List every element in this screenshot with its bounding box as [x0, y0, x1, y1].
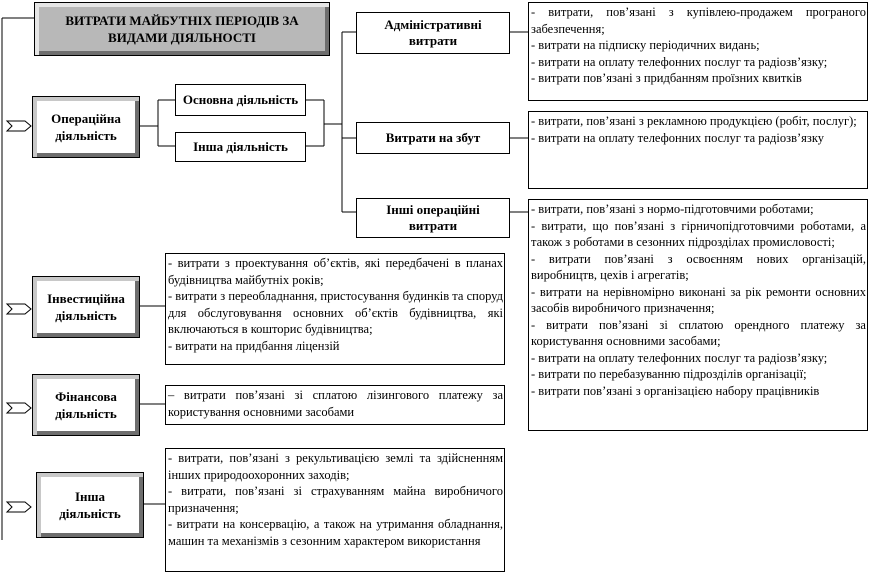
- list-item: - витрати на консервацію, а також на утримання обладнання, машин та механізмів з сезонним характером використання: [168, 517, 503, 548]
- list-admin: [528, 2, 868, 101]
- list-sales: [528, 111, 868, 189]
- list-item: - витрати по перебазуванню підрозділів організації;: [531, 367, 807, 381]
- list-item: - витрати пов’язані з організацією набору працівників: [531, 383, 820, 398]
- list-item: - витрати з проектування об’єктів, які передбачені в планах будівництва майбутніх років;: [168, 256, 503, 287]
- diagram-title: [34, 2, 330, 56]
- cost-other-operating-label: Інші операційні витрати: [386, 202, 480, 233]
- list-item: - витрати, що пов’язані з гірничопідготовчими роботами, а також з роботами в сезонних підрозділах промисловості;: [531, 218, 866, 249]
- activity-other: [36, 472, 144, 538]
- list-item: - витрати на оплату телефонних послуг та радіозв’язку;: [531, 54, 828, 69]
- list-item: - витрати на підписку періодичних видань;: [531, 38, 760, 52]
- list-financial: [165, 385, 505, 425]
- list-investing: [165, 253, 505, 365]
- arrow-marker-investing: [7, 304, 31, 314]
- cost-admin-box: [356, 12, 510, 54]
- list-item: - витрати, пов’язані з рекламною продукцією (робіт, послуг);: [531, 114, 857, 128]
- operating-main-box: [175, 84, 306, 116]
- list-item: - витрати, пов’язані зі страхуванням майна виробничого призначення;: [168, 484, 503, 515]
- activity-financial: [32, 374, 140, 436]
- diagram-title-text: ВИТРАТИ МАЙБУТНІХ ПЕРІОДІВ ЗА ВИДАМИ ДІЯЛЬНОСТІ: [65, 13, 299, 45]
- list-item: - витрати на оплату телефонних послуг та радіозв’язку: [531, 130, 824, 145]
- list-item: - витрати на придбання ліцензій: [168, 338, 340, 353]
- list-item: – витрати пов’язані зі сплатою лізингового платежу за користування основними засобами: [168, 388, 503, 419]
- arrow-marker-operating: [7, 121, 31, 131]
- operating-other-label: Інша діяльність: [193, 139, 288, 154]
- operating-other-box: [175, 132, 306, 162]
- list-item: - витрати, пов’язані з рекультивацією землі та здійсненням інших природоохоронних заходів;: [168, 451, 503, 482]
- list-item: - витрати пов’язані з освоєнням нових організацій, виробництв, цехів і агрегатів;: [531, 251, 866, 282]
- list-item: - витрати з переобладнання, пристосування будинків та споруд для обслуговування основних об’єктів будівництва, які включаються в кошторис будівництва;: [168, 289, 503, 336]
- arrow-marker-financial: [7, 403, 31, 413]
- cost-sales-label: Витрати на збут: [385, 130, 481, 145]
- activity-investing-label: Інвестиційна діяльність: [47, 291, 125, 323]
- list-item: - витрати, пов’язані з купівлею-продажем програного забезпечення;: [531, 5, 866, 36]
- cost-sales-box: [356, 122, 510, 154]
- list-other-operating: [528, 199, 868, 431]
- list-item: - витрати, пов’язані з нормо-підготовчими роботами;: [531, 202, 814, 216]
- activity-investing: [32, 276, 140, 338]
- arrow-marker-other: [7, 502, 31, 512]
- activity-operating-label: Операційна діяльність: [51, 111, 121, 143]
- cost-admin-label: Адміністративні витрати: [384, 17, 482, 48]
- cost-other-operating-box: [356, 198, 510, 238]
- activity-financial-label: Фінансова діяльність: [55, 389, 117, 421]
- list-item: - витрати на оплату телефонних послуг та радіозв’язку;: [531, 350, 828, 365]
- list-item: - витрати пов’язані зі сплатою орендного платежу за користування основними засобами;: [531, 317, 866, 348]
- list-item: - витрати на нерівномірно виконані за рік ремонти основних засобів виробничого призначення;: [531, 284, 866, 315]
- activity-other-label: Інша діяльність: [59, 489, 121, 521]
- activity-operating: [32, 96, 140, 158]
- list-other: [165, 448, 505, 572]
- list-item: - витрати пов’язані з придбанням проїзних квитків: [531, 71, 802, 85]
- operating-main-label: Основна діяльність: [182, 92, 299, 107]
